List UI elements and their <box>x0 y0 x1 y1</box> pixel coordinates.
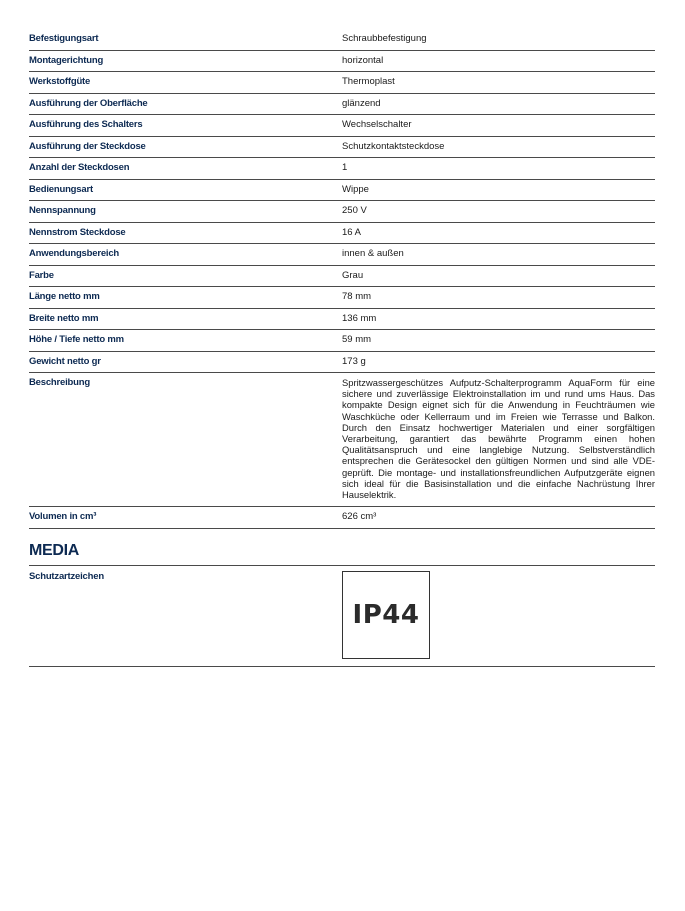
spec-value: 173 g <box>342 355 366 367</box>
volume-label: Volumen in cm³ <box>29 511 97 523</box>
product-datasheet <box>29 29 655 667</box>
spec-row <box>29 158 655 180</box>
spec-row <box>29 72 655 94</box>
description-label: Beschreibung <box>29 377 90 388</box>
spec-label: Farbe <box>29 269 54 281</box>
spec-value: 1 <box>342 162 348 173</box>
spec-value: 136 mm <box>342 312 377 324</box>
spec-label: Ausführung des Schalters <box>29 119 143 130</box>
spec-label: Werkstoffgüte <box>29 76 91 87</box>
spec-row <box>29 51 655 73</box>
spec-value: 16 A <box>342 226 362 238</box>
spec-label: Montagerichtung <box>29 54 104 66</box>
spec-label: Gewicht netto gr <box>29 355 101 367</box>
spec-value: Thermoplast <box>342 76 395 87</box>
spec-value: 59 mm <box>342 334 372 345</box>
volume-row <box>29 507 655 529</box>
spec-label: Bedienungsart <box>29 183 93 195</box>
description-text: Spritzwassergeschützes Aufputz-Schalterprogramm AquaForm für eine sichere und zuverlässige Elektroinstallation im und rund ums Haus. Das kompakte Design eignet sich für die Anwendung in Feuchträumen wie Waschküche oder Kellerraum und im Freien wie Terrasse und Balkon. Durch den Einsatz hochwertiger Materialen und einer sorgfältigen Verarbeitung, garantiert das bewährte Programm einen hohen Qualitätsanspruch und eine langlebige Nutzung. Selbstverständlich entsprechen die Gerätesockel den gültigen Normen und sind alle VDE-geprüft. Die montage- und installationsfreundlichen Aufputzgeräte eignen sich ideal für die Basisinstallation und die einfache Nachrüstung Ihrer Hauselektrik. <box>342 377 655 501</box>
spec-label: Nennspannung <box>29 205 96 216</box>
spec-label: Anwendungsbereich <box>29 248 120 259</box>
spec-value: 250 V <box>342 205 367 216</box>
spec-label: Länge netto mm <box>29 291 100 302</box>
ip-rating-badge <box>342 571 430 659</box>
media-heading: MEDIA <box>29 540 655 566</box>
spec-row <box>29 115 655 137</box>
spec-row <box>29 330 655 352</box>
spec-value: glänzend <box>342 97 381 109</box>
spec-value: Wechselschalter <box>342 119 412 130</box>
spec-label: Nennstrom Steckdose <box>29 226 126 238</box>
spec-row <box>29 94 655 116</box>
spec-label: Befestigungsart <box>29 33 99 44</box>
spec-row <box>29 137 655 159</box>
spec-value: Schraubbefestigung <box>342 33 427 44</box>
spec-label: Anzahl der Steckdosen <box>29 162 130 173</box>
volume-value: 626 cm³ <box>342 511 377 523</box>
spec-row <box>29 201 655 223</box>
spec-row <box>29 287 655 309</box>
spec-row <box>29 244 655 266</box>
spec-row <box>29 309 655 331</box>
spec-value: innen & außen <box>342 248 404 259</box>
spec-row <box>29 29 655 51</box>
spec-row <box>29 352 655 374</box>
spec-row <box>29 266 655 288</box>
spec-value: Wippe <box>342 183 369 195</box>
spec-label: Breite netto mm <box>29 312 99 324</box>
spec-table <box>29 29 655 373</box>
protection-label: Schutzartzeichen <box>29 570 104 582</box>
ip-rating-text: IP44 <box>352 599 420 630</box>
spec-label: Ausführung der Steckdose <box>29 140 146 152</box>
media-row <box>29 566 655 667</box>
spec-value: horizontal <box>342 54 384 66</box>
spec-value: Grau <box>342 269 364 281</box>
spec-value: 78 mm <box>342 291 372 302</box>
description-row <box>29 373 655 507</box>
spec-label: Ausführung der Oberfläche <box>29 97 148 109</box>
spec-value: Schutzkontaktsteckdose <box>342 140 445 152</box>
spec-label: Höhe / Tiefe netto mm <box>29 334 124 345</box>
spec-row <box>29 223 655 245</box>
spec-row <box>29 180 655 202</box>
